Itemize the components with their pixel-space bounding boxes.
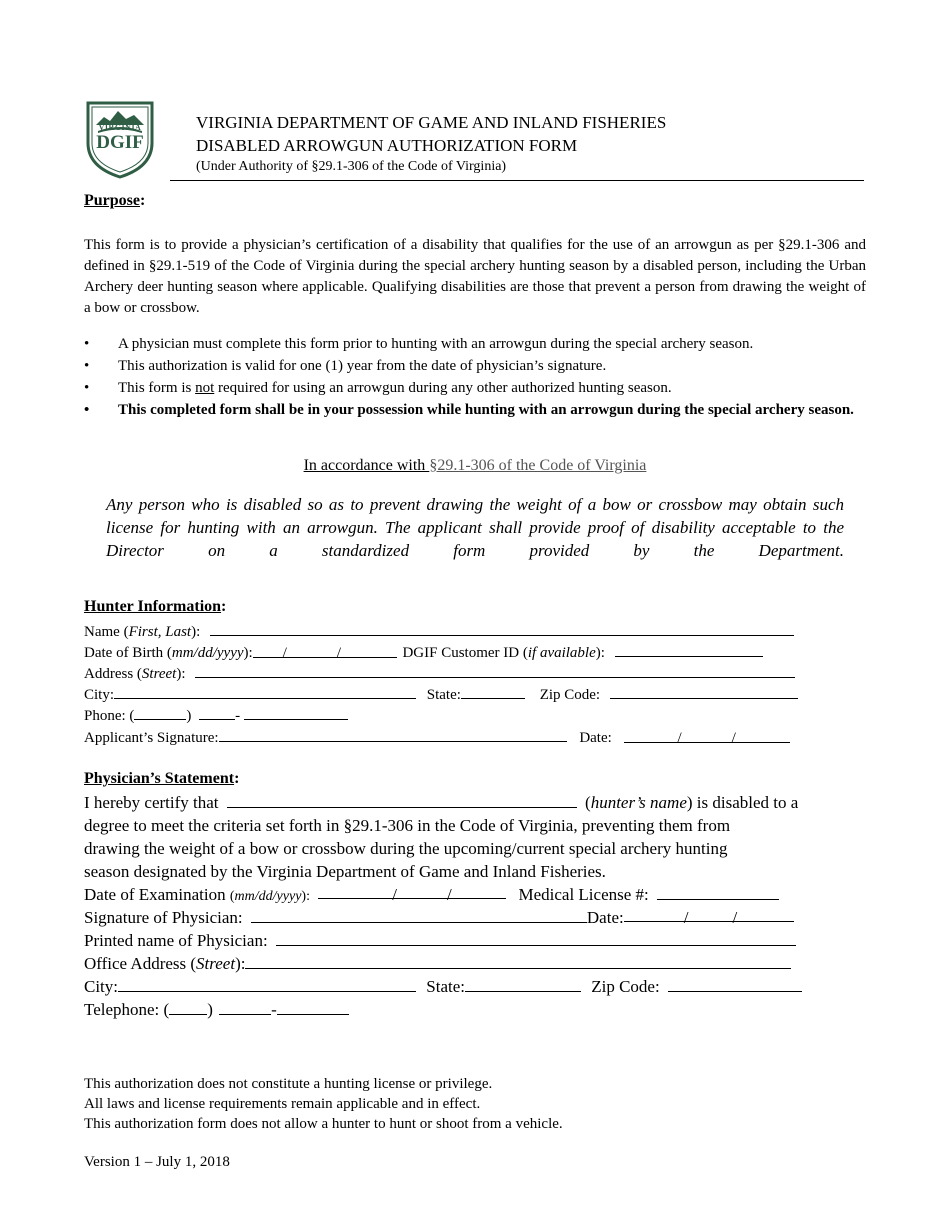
header-authority: (Under Authority of §29.1-306 of the Code of Virginia): [196, 159, 507, 174]
applicant-date-slash-1: /: [677, 730, 682, 746]
bullet-text-a: This form is: [118, 380, 196, 396]
bullet-item: [84, 355, 874, 377]
purpose-heading-colon: :: [140, 192, 146, 209]
telephone-row: [84, 999, 349, 1021]
applicant-date-label: Date:: [579, 730, 612, 746]
header-rule: [170, 180, 864, 181]
dgif-logo: [84, 97, 156, 179]
header-form-title: DISABLED ARROWGUN AUTHORIZATION FORM: [196, 136, 578, 155]
certify-line-2: degree to meet the criteria set forth in §29.1-306 in the Code of Virginia, preventing them from: [84, 816, 731, 835]
logo-text-dgif: DGIF: [96, 132, 144, 153]
bullet-item: [84, 377, 874, 399]
physician-signature-row: [84, 907, 794, 929]
dob-label-c: ):: [243, 645, 253, 661]
address-label-b: Street: [141, 666, 177, 682]
bullet-dot: •: [84, 402, 90, 418]
telephone-area-code-field[interactable]: [169, 1000, 207, 1015]
physician-date-slash-1: /: [683, 908, 689, 927]
customer-id-label-a: DGIF Customer ID (: [402, 645, 528, 661]
header-agency-title: VIRGINIA DEPARTMENT OF GAME AND INLAND FISHERIES: [196, 113, 667, 132]
purpose-heading-text: Purpose: [84, 192, 140, 209]
physician-heading-colon: :: [234, 770, 240, 787]
zip-label: Zip Code:: [539, 687, 601, 703]
physician-date-label: Date:: [586, 908, 624, 927]
hunter-dob-row: [84, 642, 763, 663]
hunter-city-row: [84, 684, 798, 705]
version-label: Version 1 – July 1, 2018: [84, 1154, 230, 1170]
dob-slash-1: /: [282, 645, 287, 661]
state-label: State:: [426, 687, 461, 703]
exam-label-d: ):: [301, 889, 310, 904]
bullet-text-not: not: [195, 380, 215, 396]
customer-id-field[interactable]: [615, 642, 763, 657]
customer-id-label-c: ):: [595, 645, 605, 661]
bullet-item: [84, 399, 874, 421]
hunter-name-certify-field[interactable]: [227, 793, 577, 808]
office-label-a: Office Address (: [84, 954, 197, 973]
bullet-dot: •: [84, 358, 90, 374]
bullet-dot: •: [84, 336, 90, 352]
certify-label-d: ) is disabled to a: [686, 793, 799, 812]
exam-date-slash-1: /: [392, 885, 397, 904]
medical-license-field[interactable]: [657, 885, 779, 900]
printed-name-row: [84, 930, 796, 952]
physician-heading: [84, 770, 239, 788]
phone-paren: ): [186, 708, 192, 724]
hunter-address-field[interactable]: [195, 663, 795, 678]
exam-label-b: (: [229, 889, 235, 904]
hunter-zip-field[interactable]: [610, 684, 798, 699]
physician-heading-text: Physician’s Statement: [84, 770, 235, 787]
certify-line-4: season designated by the Virginia Department of Game and Inland Fisheries.: [84, 862, 606, 881]
physician-date-field[interactable]: [624, 907, 794, 927]
footer-line-3: This authorization form does not allow a hunter to hunt or shoot from a vehicle.: [84, 1116, 563, 1132]
exam-date-field[interactable]: [318, 884, 506, 904]
telephone-label: Telephone: (: [84, 1000, 170, 1019]
physician-signature-field[interactable]: [251, 908, 587, 923]
address-label-a: Address (: [84, 666, 142, 682]
bullet-text-bold: This completed form shall be in your possession while hunting with an arrowgun during the special archery season.: [118, 402, 854, 418]
printed-name-field[interactable]: [276, 931, 796, 946]
name-label-c: ):: [191, 624, 201, 640]
hunter-name-field[interactable]: [210, 621, 794, 636]
certify-label-c: hunter’s name: [590, 793, 687, 812]
physician-zip-field[interactable]: [668, 977, 802, 992]
exam-label-c: mm/dd/yyyy: [234, 889, 302, 904]
medical-license-label: Medical License #:: [518, 885, 649, 904]
exam-row: [84, 884, 779, 908]
customer-id-label-b: if available: [527, 645, 596, 661]
accordance-quote: Any person who is disabled so as to prevent drawing the weight of a bow or crossbow may obtain such license for hunting with an arrowgun. The applicant shall provide proof of disability acceptable to the Director on a standardized form provided by the Department.: [106, 495, 844, 560]
hunter-signature-row: [84, 727, 790, 748]
office-label-c: ):: [235, 954, 246, 973]
office-address-field[interactable]: [245, 954, 791, 969]
telephone-number-field[interactable]: [277, 1000, 349, 1015]
printed-name-label: Printed name of Physician:: [84, 931, 268, 950]
office-address-row: [84, 953, 791, 975]
bullet-text: A physician must complete this form prior to hunting with an arrowgun during the special archery season.: [118, 336, 754, 352]
physician-zip-label: Zip Code:: [591, 977, 660, 996]
applicant-signature-label: Applicant’s Signature:: [84, 730, 219, 746]
accordance-prefix: In accordance with: [303, 457, 430, 474]
dob-label-b: mm/dd/yyyy: [171, 645, 244, 661]
phone-number-field[interactable]: [244, 705, 348, 720]
dob-label-a: Date of Birth (: [84, 645, 172, 661]
applicant-signature-field[interactable]: [219, 727, 567, 742]
purpose-heading: [84, 192, 145, 210]
dob-field[interactable]: [253, 643, 397, 661]
certify-row: [84, 792, 798, 814]
physician-state-field[interactable]: [465, 977, 581, 992]
physician-state-label: State:: [426, 977, 465, 996]
exam-date-slash-2: /: [446, 885, 452, 904]
phone-label: Phone: (: [84, 708, 135, 724]
address-label-c: ):: [176, 666, 186, 682]
purpose-bullets: [84, 333, 874, 421]
name-label-a: Name (: [84, 624, 129, 640]
hunter-state-field[interactable]: [461, 684, 525, 699]
hunter-heading-text: Hunter Information: [84, 598, 222, 615]
telephone-dash: -: [271, 1000, 277, 1019]
hunter-address-row: [84, 663, 795, 684]
telephone-prefix-field[interactable]: [219, 1000, 271, 1015]
applicant-date-field[interactable]: [624, 728, 790, 746]
physician-city-field[interactable]: [118, 977, 416, 992]
dob-slash-2: /: [336, 645, 342, 661]
phone-area-code-field[interactable]: [134, 705, 186, 720]
bullet-item: [84, 333, 874, 355]
bullet-text-c: required for using an arrowgun during any other authorized hunting season.: [214, 380, 672, 396]
name-label-b: First, Last: [128, 624, 192, 640]
bullet-text: This authorization is valid for one (1) year from the date of physician’s signature.: [118, 358, 607, 374]
exam-label-a: Date of Examination: [84, 885, 230, 904]
telephone-paren: ): [207, 1000, 213, 1019]
logo-text-virginia: VIRGINIA: [98, 123, 142, 132]
certify-label-a: I hereby certify that: [84, 793, 219, 812]
code-of-virginia-link[interactable]: §29.1-306 of the Code of Virginia: [429, 457, 647, 474]
physician-city-label: City:: [84, 977, 119, 996]
physician-date-slash-2: /: [732, 908, 738, 927]
office-label-b: Street: [196, 954, 236, 973]
accordance-heading: [0, 457, 950, 475]
hunter-heading: [84, 598, 226, 616]
hunter-heading-colon: :: [221, 598, 227, 615]
footer-line-1: This authorization does not constitute a hunting license or privilege.: [84, 1076, 493, 1092]
hunter-phone-row: [84, 705, 348, 726]
phone-dash: -: [235, 708, 241, 724]
applicant-date-slash-2: /: [731, 730, 736, 746]
footer-line-2: All laws and license requirements remain applicable and in effect.: [84, 1096, 481, 1112]
certify-label-b: (: [585, 793, 591, 812]
certify-line-3: drawing the weight of a bow or crossbow during the upcoming/current special archery hunting: [84, 839, 728, 858]
phone-prefix-field[interactable]: [199, 705, 235, 720]
physician-signature-label: Signature of Physician:: [84, 908, 243, 927]
physician-city-row: [84, 976, 802, 998]
purpose-paragraph: This form is to provide a physician’s certification of a disability that qualifies for the use of an arrowgun as per §29.1-306 and defined in §29.1-519 of the Code of Virginia during the special archery hunting season by a disabled person, including the Urban Archery deer hunting season where applicable. Qualifying disabilities are those that prevent a person from drawing the weight of a bow or crossbow.: [84, 237, 866, 316]
hunter-city-field[interactable]: [114, 684, 416, 699]
bullet-dot: •: [84, 380, 90, 396]
hunter-name-row: [84, 621, 794, 642]
city-label: City:: [84, 687, 115, 703]
